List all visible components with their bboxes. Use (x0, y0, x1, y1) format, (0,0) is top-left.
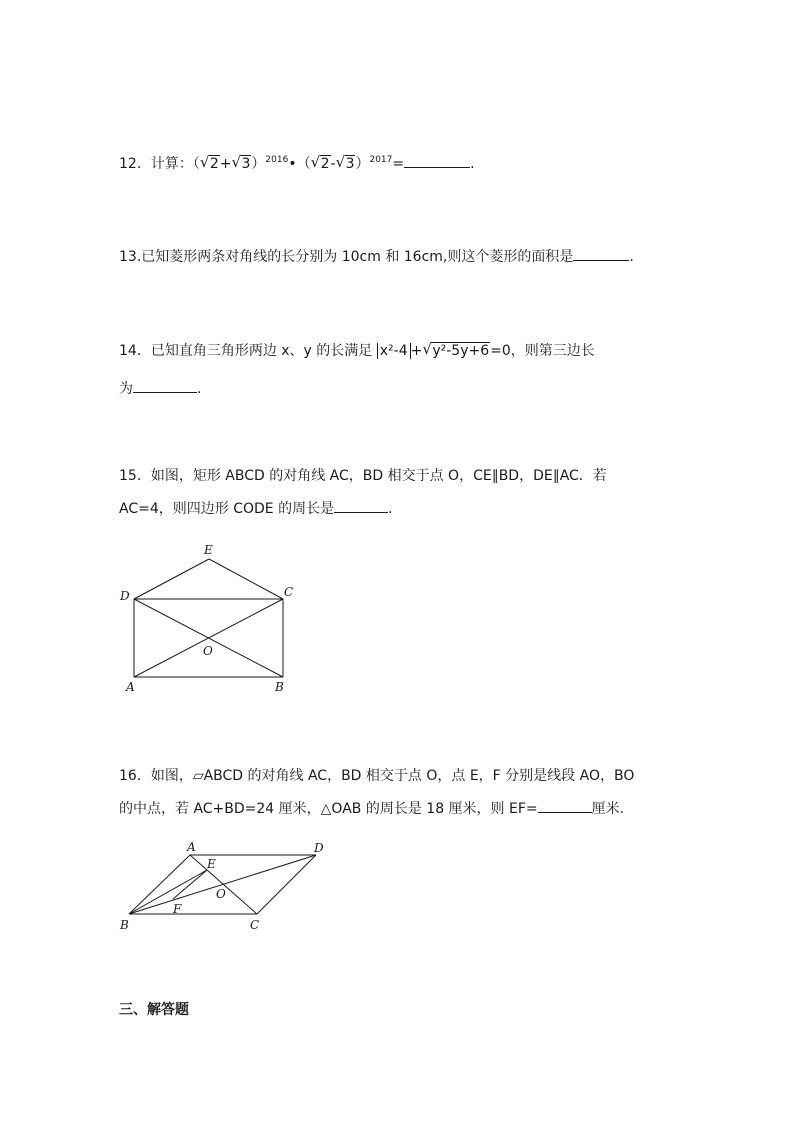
label-e: E (207, 857, 216, 871)
sqrt-expression: √ y²-5y+6 (422, 340, 490, 359)
answer-blank[interactable] (404, 153, 470, 168)
exponent-2016: 2016 (265, 155, 289, 165)
label-a: A (126, 680, 135, 694)
question-14-line-2: 为 . (119, 378, 201, 399)
q12-number: 12．计算： (119, 156, 193, 172)
question-16-line-2: 的中点，若 AC+BD=24 厘米，△OAB 的周长是 18 厘米，则 EF= 厘米. (119, 798, 624, 819)
answer-blank[interactable] (573, 246, 629, 261)
label-d: D (314, 841, 324, 855)
section-heading: 三、解答题 (119, 1002, 189, 1018)
sqrt-2: √ 2 (199, 153, 219, 172)
segment-de (134, 559, 209, 599)
question-12: 12．计算：（ √ 2+ √ 3）$^{2016}$•（ √ 2- √ 3）$^{2017}$= . (119, 153, 475, 172)
question-13: 13.已知菱形两条对角线的长分别为 10cm 和 16cm,则这个菱形的面积是 . (119, 246, 634, 267)
label-o: O (216, 887, 226, 901)
q14-text: 14．已知直角三角形两边 x、y 的长满足 (119, 343, 373, 359)
label-f: F (173, 902, 182, 916)
diagonal-bd (129, 855, 316, 914)
label-c: C (284, 585, 294, 599)
question-15-line-1: 15．如图，矩形 ABCD 的对角线 AC，BD 相交于点 O，CE∥BD，DE∥AC．若 (119, 468, 607, 484)
sqrt-2: √ 2 (310, 153, 330, 172)
label-b: B (120, 918, 129, 932)
q13-text: 13.已知菱形两条对角线的长分别为 10cm 和 16cm,则这个菱形的面积是 (119, 249, 574, 265)
answer-blank[interactable] (538, 798, 592, 813)
question-15-line-2: AC=4，则四边形 CODE 的周长是 . (119, 498, 393, 519)
label-c: C (250, 918, 260, 932)
sqrt-3: √ 3 (231, 153, 251, 172)
sqrt-3: √ 3 (335, 153, 355, 172)
label-b: B (275, 680, 284, 694)
question-16-line-1: 16．如图，▱ABCD 的对角线 AC，BD 相交于点 O，点 E，F 分别是线段 AO，BO (119, 768, 635, 784)
label-o: O (203, 644, 213, 658)
rectangle-figure (110, 538, 310, 703)
parallelogram-figure (110, 836, 340, 936)
question-14-line-1: 14．已知直角三角形两边 x、y 的长满足 x²-4 + √ y²-5y+6=0，则第三边长 (119, 340, 595, 359)
label-e: E (204, 543, 213, 557)
exponent-2017: 2017 (369, 155, 393, 165)
absolute-value: x²-4 (377, 343, 411, 359)
label-d: D (120, 589, 130, 603)
answer-blank[interactable] (334, 498, 388, 513)
segment-ec (209, 559, 283, 599)
label-a: A (187, 840, 196, 854)
answer-blank[interactable] (133, 378, 197, 393)
